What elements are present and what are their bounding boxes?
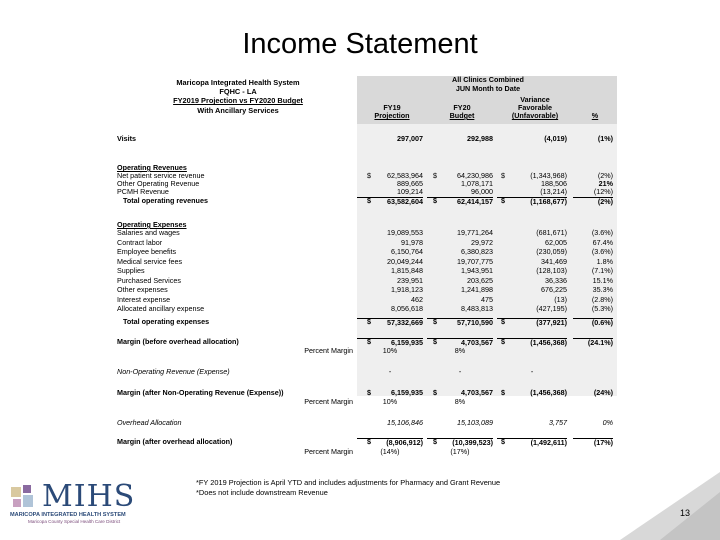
row-label: Margin (after overhead allocation) — [117, 437, 233, 446]
fy19-value: 239,951 — [397, 275, 423, 285]
visits-label: Visits — [117, 134, 137, 143]
table-row — [113, 267, 617, 275]
fy19-value: 6,150,764 — [391, 247, 423, 256]
visits-row — [113, 135, 617, 143]
pct-value: 15.1% — [592, 275, 613, 285]
pct-value: 0% — [602, 418, 613, 427]
var-value: (1,456,368) — [530, 388, 567, 397]
row-label: Percent Margin — [304, 447, 353, 456]
fy20-value: 1,078,171 — [461, 179, 493, 188]
row-label: Medical service fees — [117, 256, 183, 266]
report-subtitle: FY2019 Projection vs FY2020 Budget — [173, 96, 303, 106]
report-scope: With Ancillary Services — [197, 105, 279, 115]
org-unit: FQHC - LA — [219, 87, 257, 97]
logo-tagline: Maricopa County Special Health Care District — [28, 519, 121, 524]
row-label: Margin (after Non-Operating Revenue (Expense)) — [117, 388, 284, 397]
footer-decoration — [560, 472, 720, 540]
table-row — [113, 248, 617, 256]
row-label: Contract labor — [117, 237, 163, 247]
footnote-2: *Does not include downstream Revenue — [196, 488, 328, 497]
var-value: (13) — [554, 294, 567, 304]
logo-mark-icon — [10, 484, 40, 510]
row-label: Other expenses — [117, 285, 168, 294]
row-label: Non-Operating Revenue (Expense) — [117, 367, 230, 376]
fy19-value: 1,815,848 — [391, 266, 423, 275]
fy19-value: 57,332,669 — [357, 318, 423, 327]
row-label: Purchased Services — [117, 275, 181, 285]
mihs-logo — [10, 479, 150, 528]
row-label: Salaries and wages — [117, 228, 180, 237]
fy19-value: (14%) — [380, 447, 400, 456]
row-label: Margin (before overhead allocation) — [117, 337, 239, 346]
pct-value: 67.4% — [592, 237, 613, 247]
percent-margin-row — [113, 448, 617, 456]
table-row — [113, 296, 617, 304]
fy19-value: 63,582,604 — [357, 197, 423, 206]
visits-fy19: 297,007 — [397, 134, 423, 143]
table-row — [113, 277, 617, 285]
col-var-h2: Favorable — [518, 103, 552, 112]
pct-value: (2%) — [597, 171, 613, 180]
fy19-value: 20,049,244 — [387, 256, 423, 266]
fy20-value: 6,380,823 — [461, 247, 493, 256]
fy20-value: 475 — [481, 294, 493, 304]
row-label: Percent Margin — [304, 397, 353, 406]
dollar-sign: $ — [433, 317, 437, 326]
fy19-value: 6,159,935 — [357, 338, 423, 347]
total-expense-row — [113, 318, 617, 326]
fy20-value: 4,703,567 — [461, 388, 493, 397]
var-value: (377,921) — [497, 318, 567, 327]
dollar-sign: $ — [367, 337, 371, 346]
col-fy20-h2: Budget — [449, 111, 475, 120]
dollar-sign: $ — [367, 388, 371, 397]
fy20-value: 4,703,567 — [427, 338, 493, 347]
table-row — [113, 305, 617, 313]
visits-pct: (1%) — [597, 134, 613, 143]
col-pct-h: % — [591, 111, 599, 120]
fy20-value: (10,399,523) — [427, 438, 493, 447]
dollar-sign: $ — [433, 437, 437, 446]
footnote-1: *FY 2019 Projection is April YTD and includes adjustments for Pharmacy and Grant Revenue — [196, 478, 501, 487]
col-var-h3: (Unfavorable) — [511, 111, 559, 120]
row-label: Percent Margin — [304, 346, 353, 355]
op-rev-title: Operating Revenues — [117, 163, 187, 172]
visits-var: (4,019) — [544, 134, 567, 143]
table-row — [113, 258, 617, 266]
fy20-value: (17%) — [450, 447, 470, 456]
fy19-value: 91,978 — [401, 237, 423, 247]
dollar-sign: $ — [501, 196, 505, 205]
dollar-sign: $ — [501, 317, 505, 326]
var-value: (128,103) — [536, 266, 567, 275]
dollar-sign: $ — [501, 437, 505, 446]
row-label: Allocated ancillary expense — [117, 304, 205, 313]
fy20-value: 96,000 — [471, 187, 493, 196]
table-row — [113, 188, 617, 196]
footnotes — [196, 478, 500, 498]
income-statement-table — [113, 76, 617, 462]
slide-title: Income Statement — [242, 28, 478, 60]
fy19-value: 10% — [382, 397, 398, 406]
org-name: Maricopa Integrated Health System — [176, 78, 300, 87]
var-value: 341,469 — [541, 256, 567, 266]
non-operating-row — [113, 368, 617, 376]
var-value: (681,671) — [536, 228, 567, 237]
fy20-value: 15,103,089 — [457, 418, 493, 427]
dollar-sign: $ — [433, 196, 437, 205]
col-fy19-h2: Projection — [374, 111, 410, 120]
fy19-value: (8,906,912) — [357, 438, 423, 447]
pct-value: (12%) — [593, 187, 613, 196]
dollar-sign: $ — [367, 196, 371, 205]
pct-value: (0.6%) — [573, 318, 613, 327]
var-value: 188,506 — [541, 179, 567, 188]
var-value: (1,492,611) — [497, 438, 567, 447]
fy19-value: 6,159,935 — [391, 388, 423, 397]
fy20-value: 62,414,157 — [427, 197, 493, 206]
op-exp-title: Operating Expenses — [117, 220, 187, 229]
fy20-value: 203,625 — [467, 275, 493, 285]
col-var-h1: Variance — [520, 95, 550, 104]
fy20-value: 19,771,264 — [457, 228, 493, 237]
var-value: 62,005 — [545, 237, 567, 247]
row-label: Employee benefits — [117, 247, 177, 256]
var-value: 676,225 — [541, 285, 567, 294]
fy19-value: 15,106,846 — [387, 418, 423, 427]
dollar-sign: $ — [501, 171, 505, 180]
pct-value: (17%) — [573, 438, 613, 447]
pct-value: (3.6%) — [591, 228, 613, 237]
fy19-value: 889,665 — [397, 179, 423, 188]
var-value: (230,059) — [536, 247, 567, 256]
row-label: Total operating revenues — [123, 196, 208, 205]
col-fy19-h1: FY19 — [383, 103, 401, 112]
fy19-value: 1,918,123 — [391, 285, 423, 294]
row-label: Interest expense — [117, 294, 171, 304]
dollar-sign: $ — [501, 388, 505, 397]
dollar-sign: $ — [367, 171, 371, 180]
fy20-value: 8,483,813 — [461, 304, 493, 313]
fy20-value: 64,230,986 — [457, 171, 493, 180]
fy20-value: 1,241,898 — [461, 285, 493, 294]
fy19-value: 8,056,618 — [391, 304, 423, 313]
dollar-sign: $ — [501, 337, 505, 346]
percent-margin-row — [113, 398, 617, 406]
fy20-value: 1,943,951 — [461, 266, 493, 275]
logo-wordmark: MIHS — [42, 479, 136, 514]
fy20-value: - — [458, 367, 462, 376]
fy19-value: 62,583,964 — [387, 171, 423, 180]
row-label: Supplies — [117, 266, 145, 275]
visits-fy20: 292,988 — [467, 134, 493, 143]
margin-after-overhead-row — [113, 438, 617, 446]
var-value: (13,214) — [540, 187, 567, 196]
page-number: 13 — [680, 508, 691, 518]
var-value: - — [530, 367, 534, 376]
margin-after-nonop-row — [113, 389, 617, 397]
var-value: 3,757 — [549, 418, 567, 427]
pct-value: (24.1%) — [573, 338, 613, 347]
fy19-value: 10% — [382, 346, 398, 355]
dollar-sign: $ — [367, 437, 371, 446]
overhead-row — [113, 419, 617, 427]
fy19-value: 462 — [411, 294, 423, 304]
pct-value: 21% — [598, 179, 613, 188]
table-row — [113, 229, 617, 237]
row-label: Net patient service revenue — [117, 171, 205, 180]
fy20-value: 29,972 — [471, 237, 493, 247]
percent-margin-row — [113, 347, 617, 355]
dollar-sign: $ — [433, 388, 437, 397]
table-row — [113, 239, 617, 247]
dollar-sign: $ — [433, 171, 437, 180]
pct-value: 35.3% — [592, 285, 613, 294]
pct-value: (24%) — [593, 388, 613, 397]
col-fy20-h1: FY20 — [453, 103, 471, 112]
group-header: All Clinics Combined — [452, 75, 524, 84]
row-label: Other Operating Revenue — [117, 179, 200, 188]
report-header — [113, 78, 363, 115]
pct-value: 1.8% — [596, 256, 613, 266]
fy20-value: 19,707,775 — [457, 256, 493, 266]
var-value: 36,336 — [545, 275, 567, 285]
var-value: (1,168,677) — [497, 197, 567, 206]
margin-before-overhead-row — [113, 338, 617, 346]
fy19-value: 109,214 — [397, 187, 423, 196]
var-value: (1,343,968) — [530, 171, 567, 180]
dollar-sign: $ — [433, 337, 437, 346]
fy20-value: 8% — [454, 397, 466, 406]
logo-subtitle: MARICOPA INTEGRATED HEALTH SYSTEM — [10, 512, 126, 518]
fy20-value: 8% — [454, 346, 466, 355]
pct-value: (3.6%) — [591, 247, 613, 256]
dollar-sign: $ — [367, 317, 371, 326]
total-revenue-row — [113, 197, 617, 205]
row-label: Total operating expenses — [123, 317, 210, 326]
pct-value: (7.1%) — [591, 266, 613, 275]
fy19-value: - — [388, 367, 392, 376]
var-value: (1,456,368) — [497, 338, 567, 347]
var-value: (427,195) — [536, 304, 567, 313]
table-row — [113, 286, 617, 294]
period-header: JUN Month to Date — [455, 84, 521, 93]
pct-value: (2%) — [573, 197, 613, 206]
fy19-value: 19,089,553 — [387, 228, 423, 237]
pct-value: (5.3%) — [591, 304, 613, 313]
pct-value: (2.8%) — [591, 294, 613, 304]
row-label: PCMH Revenue — [117, 187, 169, 196]
fy20-value: 57,710,590 — [427, 318, 493, 327]
row-label: Overhead Allocation — [117, 418, 182, 427]
